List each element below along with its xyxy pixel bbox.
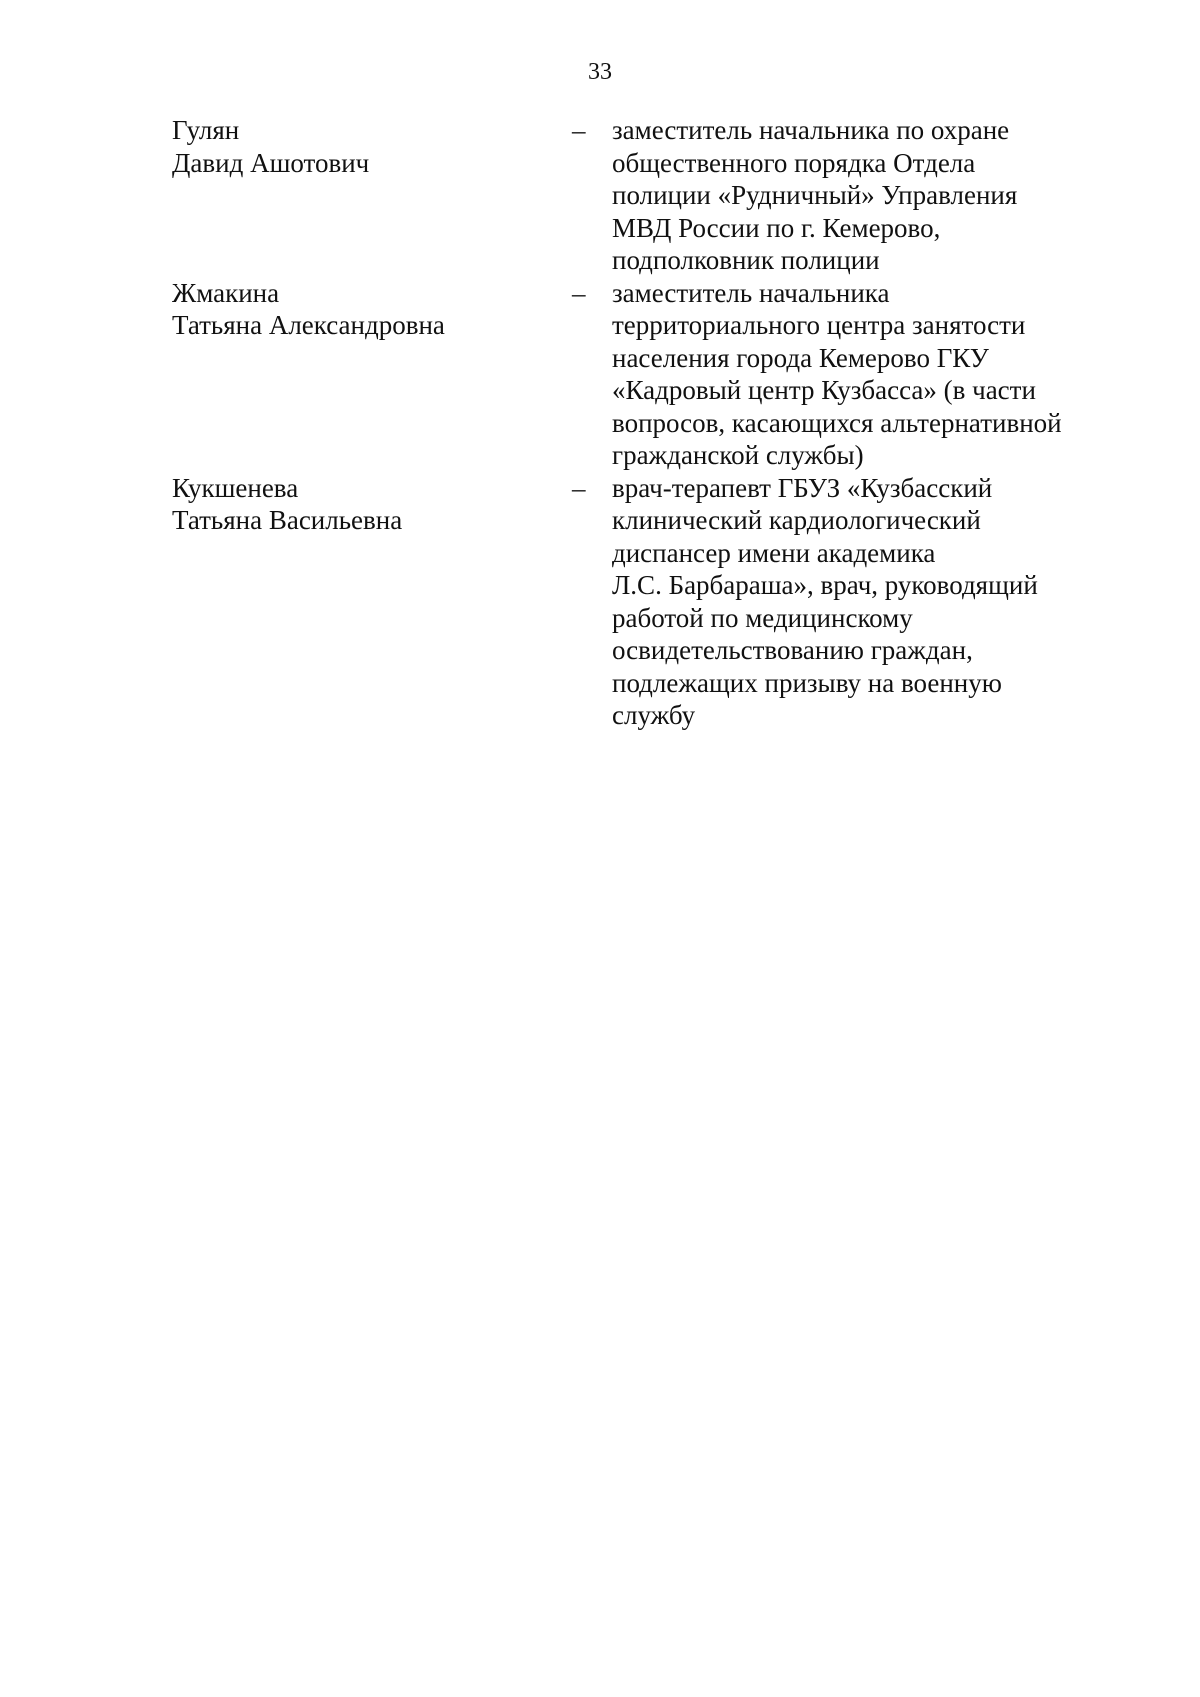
position-line: подлежащих призыву на военную bbox=[612, 667, 1002, 698]
member-given-names: Давид Ашотович bbox=[172, 147, 370, 178]
member-entry-zhmakina bbox=[172, 277, 1100, 472]
position-line: «Кадровый центр Кузбасса» (в части bbox=[612, 375, 1036, 405]
member-surname: Жмакина bbox=[172, 277, 280, 308]
member-name bbox=[172, 277, 572, 472]
dash-separator: – bbox=[572, 115, 586, 145]
position-line: МВД России по г. Кемерово, bbox=[612, 212, 941, 243]
member-entry-gulyan bbox=[172, 114, 1100, 277]
dash-separator: – bbox=[572, 472, 586, 503]
position-line: подполковник полиции bbox=[612, 245, 880, 275]
dash-separator: – bbox=[572, 277, 586, 308]
commission-member-list bbox=[172, 114, 1100, 732]
position-line: гражданской службы) bbox=[612, 440, 864, 470]
member-entry-kuksheneva bbox=[172, 472, 1100, 732]
member-name bbox=[172, 472, 572, 732]
position-line: общественного порядка Отдела bbox=[612, 147, 976, 178]
position-line: заместитель начальника bbox=[612, 277, 890, 308]
member-position bbox=[612, 472, 1100, 732]
position-line: службу bbox=[612, 700, 696, 730]
position-line: заместитель начальника по охране bbox=[612, 115, 1010, 145]
position-line: населения города Кемерово ГКУ bbox=[612, 342, 989, 373]
position-line: территориального центра занятости bbox=[612, 310, 1026, 340]
position-line: освидетельствованию граждан, bbox=[612, 635, 973, 665]
member-surname: Кукшенева bbox=[172, 472, 299, 503]
position-line: полиции «Рудничный» Управления bbox=[612, 180, 1018, 210]
position-line: Л.С. Барбараша», врач, руководящий bbox=[612, 570, 1038, 600]
position-line: работой по медицинскому bbox=[612, 602, 913, 633]
member-name bbox=[172, 114, 572, 277]
position-line: врач-терапевт ГБУЗ «Кузбасский bbox=[612, 472, 993, 503]
position-line: диспансер имени академика bbox=[612, 537, 936, 568]
member-given-names: Татьяна Васильевна bbox=[172, 505, 403, 535]
member-given-names: Татьяна Александровна bbox=[172, 310, 445, 340]
member-surname: Гулян bbox=[172, 115, 240, 145]
member-position bbox=[612, 114, 1100, 277]
page-number: 33 bbox=[588, 59, 612, 85]
position-line: вопросов, касающихся альтернативной bbox=[612, 407, 1062, 438]
member-position bbox=[612, 277, 1100, 472]
position-line: клинический кардиологический bbox=[612, 505, 981, 535]
